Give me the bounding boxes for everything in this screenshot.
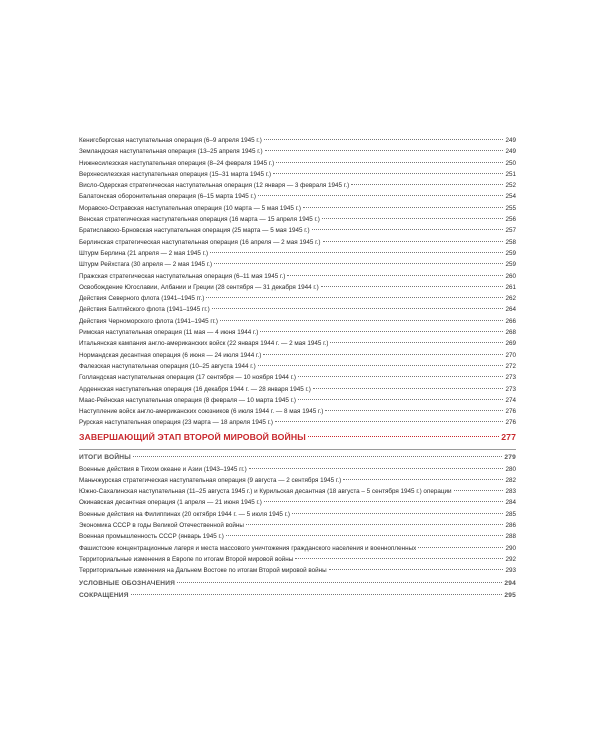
toc-entry-title: Нижнесилезская наступательная операция (8–24 февраля 1945 г.) <box>79 159 275 167</box>
dot-leader <box>246 524 504 525</box>
dot-leader <box>265 150 504 151</box>
toc-entry-page-number: 257 <box>505 227 516 235</box>
toc-entry-page-number: 259 <box>505 261 516 269</box>
toc-entry-title: Верхнесилезская наступательная операция (15–31 марта 1945 г.) <box>79 170 272 178</box>
toc-entry-page-number: 276 <box>505 408 516 416</box>
toc-entry-page-number: 284 <box>505 499 516 507</box>
toc-entry-page-number: 262 <box>505 295 516 303</box>
toc-entry-page-number: 258 <box>505 238 516 246</box>
section-title: СОКРАЩЕНИЯ <box>79 592 129 600</box>
dot-leader <box>131 594 503 595</box>
section-page-number: 279 <box>504 453 516 461</box>
dot-leader <box>212 308 504 309</box>
toc-entry-title: Освобождение Югославии, Албании и Греции (28 сентября — 31 декабря 1944 г.) <box>79 283 319 291</box>
toc-section-results[interactable] <box>79 452 516 464</box>
toc-entry[interactable] <box>79 406 516 417</box>
dot-leader <box>312 229 504 230</box>
toc-entry-title: Венская стратегическая наступательная операция (16 марта — 15 апреля 1945 г.) <box>79 216 320 224</box>
dot-leader <box>226 535 504 536</box>
section-page-number: 294 <box>504 580 516 588</box>
toc-entry-title: Пражская стратегическая наступательная операция (6–11 мая 1945 г.) <box>79 272 286 280</box>
toc-entry-page-number: 293 <box>505 567 516 575</box>
toc-entry-page-number: 272 <box>505 362 516 370</box>
toc-entry[interactable] <box>79 350 516 361</box>
dot-leader <box>177 582 502 583</box>
toc-entry[interactable] <box>79 520 516 531</box>
toc-entry-page-number: 254 <box>505 193 516 201</box>
toc-entry-title: Маас-Рейнская наступательная операция (8 февраля — 10 марта 1945 г.) <box>79 396 296 404</box>
toc-entry-title: Территориальные изменения на Дальнем Востоке по итогам Второй мировой войны <box>79 567 327 575</box>
toc-entry-page-number: 269 <box>505 340 516 348</box>
toc-entry-page-number: 255 <box>505 204 516 212</box>
toc-entry-page-number: 273 <box>505 374 516 382</box>
section-title: ЗАВЕРШАЮЩИЙ ЭТАП ВТОРОЙ МИРОВОЙ ВОЙНЫ <box>79 431 306 442</box>
toc-entry[interactable] <box>79 361 516 372</box>
toc-entry-page-number: 249 <box>505 148 516 156</box>
toc-entry-page-number: 260 <box>505 272 516 280</box>
toc-list-after <box>79 464 516 577</box>
toc-entry-title: Наступление войск англо-американских союзников (6 июля 1944 г. — 8 мая 1945 г.) <box>79 408 324 416</box>
dot-leader <box>298 399 503 400</box>
toc-entry-page-number: 274 <box>505 396 516 404</box>
toc-entry-title: Кенигсбергская наступательная операция (6–9 апреля 1945 г.) <box>79 137 262 144</box>
toc-entry-title: Маньчжурская стратегическая наступательная операция (9 августа — 2 сентября 1945 г.) <box>79 476 342 484</box>
toc-entry[interactable] <box>79 304 516 315</box>
dot-leader <box>351 184 503 185</box>
dot-leader <box>298 376 504 377</box>
dot-leader <box>323 241 504 242</box>
toc-entry-title: Действия Северного флота (1941–1945 гг.) <box>79 295 205 303</box>
dot-leader <box>321 286 504 287</box>
toc-entry-title: Фашистские концентрационные лагеря и места массового уничтожения гражданского населения и военнопленных <box>79 544 417 552</box>
toc-section-abbreviations[interactable] <box>79 590 516 602</box>
toc-entry-title: Действия Черноморского флота (1941–1945 гг.) <box>79 317 218 325</box>
toc-entry-page-number: 288 <box>505 533 516 541</box>
table-of-contents <box>79 135 516 602</box>
section-title: ИТОГИ ВОЙНЫ <box>79 453 131 461</box>
dot-leader <box>329 569 504 570</box>
dot-leader <box>220 320 503 321</box>
toc-entry-page-number: 286 <box>505 522 516 529</box>
toc-entry[interactable] <box>79 464 516 475</box>
toc-entry[interactable] <box>79 531 516 542</box>
toc-entry[interactable] <box>79 497 516 508</box>
toc-entry-title: Южно-Сахалинская наступательная (11–25 августа 1945 г.) и Курильская десантная (18 августа – 5 сентября 1945 г.) операции <box>79 488 452 496</box>
toc-entry[interactable] <box>79 282 516 293</box>
toc-entry-title: Фалезская наступательная операция (10–25 августа 1944 г.) <box>79 362 256 370</box>
toc-entry[interactable] <box>79 214 516 225</box>
toc-entry[interactable] <box>79 327 516 338</box>
dot-leader <box>276 162 503 163</box>
toc-entry-page-number: 261 <box>505 283 516 291</box>
dot-leader <box>258 195 504 196</box>
toc-entry-title: Действия Балтийского флота (1941–1945 гг.) <box>79 306 210 314</box>
toc-list-before <box>79 135 516 429</box>
dot-leader <box>214 263 503 264</box>
toc-entry[interactable] <box>79 316 516 327</box>
toc-entry[interactable] <box>79 271 516 282</box>
toc-entry-title: Военная промышленность СССР (январь 1945 г.) <box>79 533 224 541</box>
toc-entry-page-number: 251 <box>505 170 516 178</box>
toc-entry[interactable] <box>79 475 516 486</box>
dot-leader <box>249 468 504 469</box>
toc-entry-title: Рурская наступательная операция (23 марта — 18 апреля 1945 г.) <box>79 419 273 427</box>
toc-entry[interactable] <box>79 259 516 270</box>
toc-entry-page-number: 276 <box>505 419 516 427</box>
toc-entry[interactable] <box>79 509 516 520</box>
toc-entry-page-number: 280 <box>505 465 516 473</box>
toc-entry-page-number: 285 <box>505 510 516 518</box>
dot-leader <box>275 421 504 422</box>
section-page-number: 295 <box>504 592 516 600</box>
dot-leader <box>454 490 504 491</box>
toc-entry-title: Берлинская стратегическая наступательная операция (16 апреля — 2 мая 1945 г.) <box>79 238 321 246</box>
dot-leader <box>325 410 503 411</box>
toc-entry[interactable] <box>79 543 516 554</box>
toc-entry-title: Итальянская кампания англо-американских войск (22 января 1944 г. — 2 мая 1945 г.) <box>79 340 329 348</box>
toc-entry-title: Нормандская десантная операция (6 июня — 24 июля 1944 г.) <box>79 351 262 359</box>
dot-leader <box>308 436 499 437</box>
toc-entry-page-number: 264 <box>505 306 516 314</box>
section-title: УСЛОВНЫЕ ОБОЗНАЧЕНИЯ <box>79 580 176 588</box>
toc-entry[interactable] <box>79 565 516 576</box>
toc-entry-title: Висло-Одерская стратегическая наступательная операция (12 января — 3 февраля 1945 г.) <box>79 182 350 190</box>
toc-entry[interactable] <box>79 554 516 565</box>
toc-entry[interactable] <box>79 372 516 383</box>
toc-entry[interactable] <box>79 169 516 180</box>
dot-leader <box>295 558 503 559</box>
toc-entry-title: Земландская наступательная операция (13–25 апреля 1945 г.) <box>79 148 263 156</box>
toc-entry-page-number: 273 <box>505 385 516 393</box>
dot-leader <box>303 207 503 208</box>
dot-leader <box>263 354 503 355</box>
toc-entry[interactable] <box>79 135 516 146</box>
toc-entry-page-number: 282 <box>505 476 516 484</box>
section-divider <box>79 449 516 450</box>
dot-leader <box>292 513 504 514</box>
dot-leader <box>343 479 503 480</box>
toc-entry[interactable] <box>79 293 516 304</box>
toc-entry-title: Штурм Рейхстага (30 апреля — 2 мая 1945 г.) <box>79 261 213 269</box>
dot-leader <box>133 456 502 457</box>
toc-entry[interactable] <box>79 203 516 214</box>
dot-leader <box>418 547 503 548</box>
toc-entry-page-number: 283 <box>505 488 516 496</box>
toc-section-symbols[interactable] <box>79 578 516 590</box>
toc-entry-page-number: 252 <box>505 182 516 190</box>
toc-entry-page-number: 268 <box>505 329 516 337</box>
toc-entry-title: Балатонская оборонительная операция (6–15 марта 1945 г.) <box>79 193 256 201</box>
dot-leader <box>313 388 504 389</box>
toc-entry-page-number: 259 <box>505 249 516 257</box>
toc-entry-page-number: 256 <box>505 216 516 224</box>
toc-entry-title: Моравско-Остравская наступательная операция (10 марта — 5 мая 1945 г.) <box>79 204 302 212</box>
dot-leader <box>210 252 503 253</box>
dot-leader <box>258 365 504 366</box>
dot-leader <box>287 275 503 276</box>
toc-entry[interactable] <box>79 395 516 406</box>
toc-entry[interactable] <box>79 237 516 248</box>
section-page-number: 277 <box>501 431 516 442</box>
toc-entry[interactable] <box>79 384 516 395</box>
toc-entry-title: Экономика СССР в годы Великой Отечественной войны <box>79 522 244 529</box>
toc-entry-page-number: 290 <box>505 544 516 552</box>
toc-entry[interactable] <box>79 191 516 202</box>
toc-entry[interactable] <box>79 158 516 169</box>
dot-leader <box>206 297 503 298</box>
toc-entry-title: Военные действия в Тихом океане и Азии (1943–1945 гг.) <box>79 465 247 473</box>
toc-entry-page-number: 266 <box>505 317 516 325</box>
dot-leader <box>322 218 504 219</box>
dot-leader <box>330 342 503 343</box>
toc-entry[interactable] <box>79 180 516 191</box>
toc-entry-title: Территориальные изменения в Европе по итогам Второй мировой войны <box>79 555 294 563</box>
toc-entry-page-number: 292 <box>505 555 516 563</box>
toc-entry[interactable] <box>79 417 516 428</box>
toc-entry-title: Римская наступательная операция (11 мая — 4 июня 1944 г.) <box>79 329 259 337</box>
dot-leader <box>260 331 503 332</box>
toc-entry[interactable] <box>79 248 516 259</box>
toc-entry[interactable] <box>79 338 516 349</box>
toc-entry[interactable] <box>79 225 516 236</box>
toc-entry-title: Братиславско-Брновская наступательная операция (25 марта — 5 мая 1945 г.) <box>79 227 310 235</box>
toc-entry-title: Окинавская десантная операция (1 апреля — 21 июня 1945 г.) <box>79 499 262 507</box>
toc-entry-title: Арденнская наступательная операция (16 декабря 1944 г. — 28 января 1945 г.) <box>79 385 311 393</box>
toc-entry-title: Голландская наступательная операция (17 сентября — 10 ноября 1944 г.) <box>79 374 296 382</box>
toc-entry-page-number: 250 <box>505 159 516 167</box>
toc-entry-page-number: 270 <box>505 351 516 359</box>
toc-entry[interactable] <box>79 146 516 157</box>
toc-entry-title: Военные действия на Филиппинах (20 октября 1944 г. — 5 июля 1945 г.) <box>79 510 290 518</box>
toc-entry-page-number: 249 <box>505 137 516 144</box>
toc-entry-title: Штурм Берлина (21 апреля — 2 мая 1945 г.) <box>79 249 209 257</box>
dot-leader <box>273 173 503 174</box>
dot-leader <box>264 139 504 140</box>
toc-section-final-stage[interactable] <box>79 432 516 448</box>
toc-entry[interactable] <box>79 486 516 497</box>
dot-leader <box>264 501 504 502</box>
